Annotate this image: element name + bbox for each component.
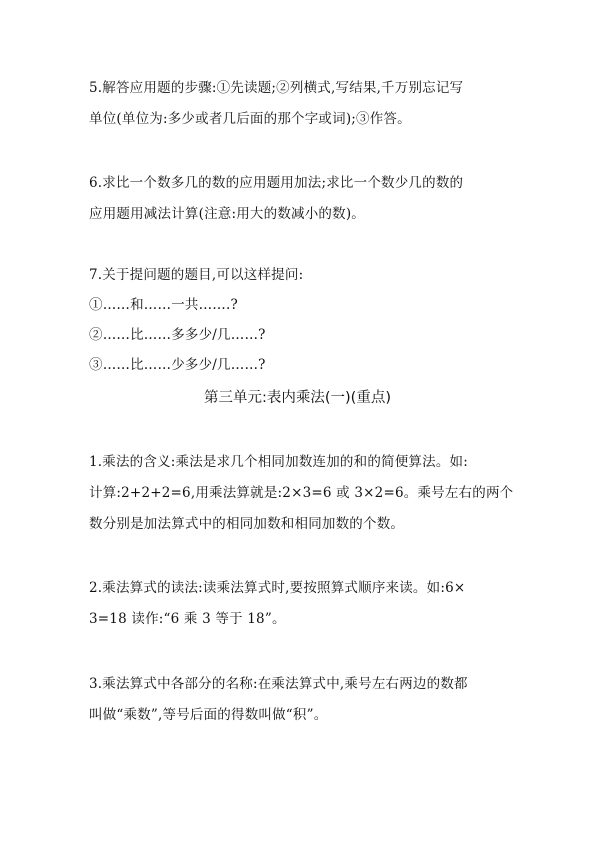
unit-item-2-line-1: 2.乘法算式的读法:读乘法算式时,要按照算式顺序来读。如:6×: [89, 580, 466, 596]
unit-item-1-line-2: 计算:2+2+2=6,用乘法算就是:2×3=6 或 3×2=6。乘号左右的两个: [89, 485, 514, 501]
item-7-line-1: 7.关于提问题的题目,可以这样提问:: [89, 267, 304, 283]
unit-item-1-line-1: 1.乘法的含义:乘法是求几个相同加数连加的和的简便算法。如:: [89, 454, 468, 470]
item-5-line-2: 单位(单位为:多少或者几后面的那个字或词);③作答。: [89, 111, 411, 127]
item-6-line-2: 应用题用减法计算(注意:用大的数减小的数)。: [89, 206, 365, 222]
item-7-option-2: ②……比……多多少/几……?: [89, 327, 266, 343]
item-5-line-1: 5.解答应用题的步骤:①先读题;②列横式,写结果,千万别忘记写: [89, 80, 464, 96]
unit-item-3-line-2: 叫做“乘数”,等号后面的得数叫做“积”。: [89, 707, 328, 723]
unit-item-1-line-3: 数分别是加法算式中的相同加数和相同加数的个数。: [89, 516, 405, 532]
unit-item-2-line-2: 3=18 读作:“6 乘 3 等于 18”。: [89, 611, 286, 627]
item-7-option-3: ③……比……少多少/几……?: [89, 357, 266, 373]
unit-heading: 第三单元:表内乘法(一)(重点): [203, 390, 391, 406]
unit-item-3-line-1: 3.乘法算式中各部分的名称:在乘法算式中,乘号左右两边的数都: [89, 676, 468, 692]
item-7-option-1: ①……和……一共…….?: [89, 297, 238, 313]
item-6-line-1: 6.求比一个数多几的数的应用题用加法;求比一个数少几的数的: [89, 175, 464, 191]
